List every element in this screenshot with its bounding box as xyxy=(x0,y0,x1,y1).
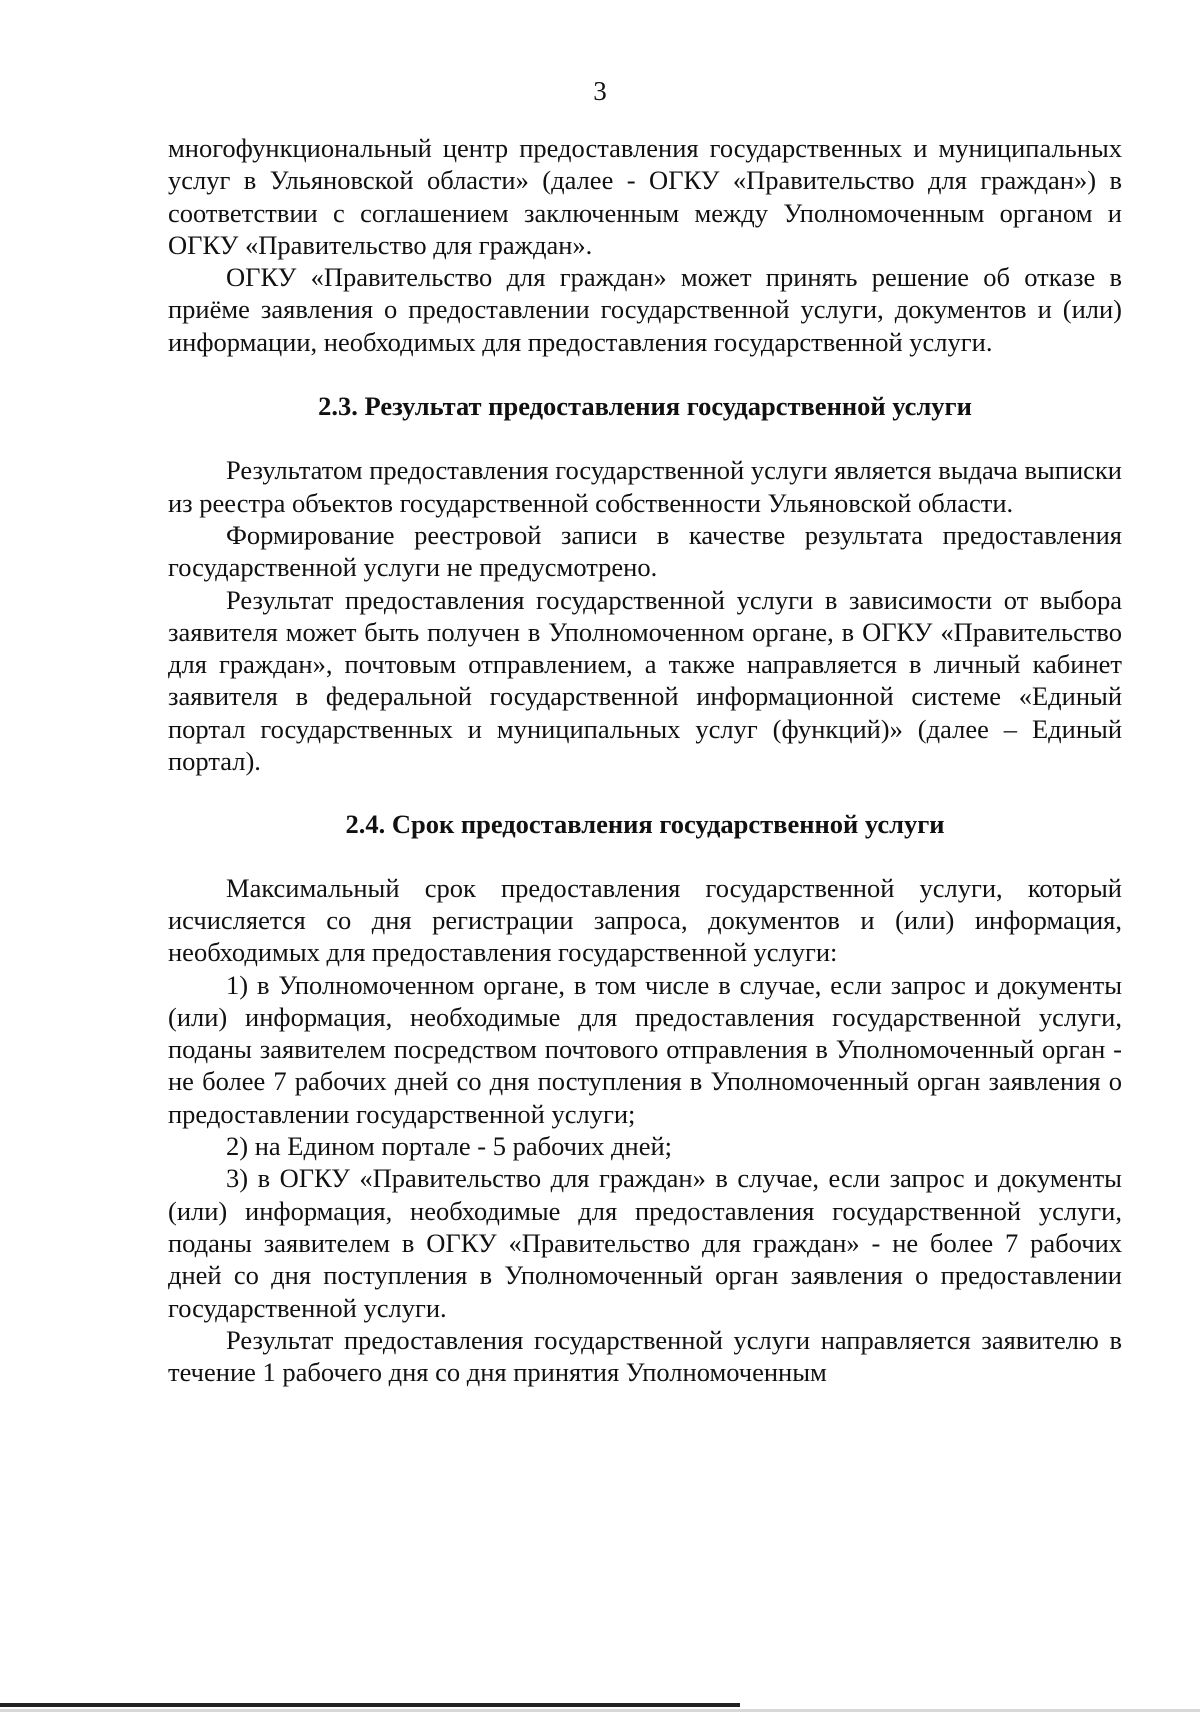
paragraph-registry-record: Формирование реестровой записи в качестве результата предоставления государственной услуги не предусмотрено. xyxy=(168,519,1122,583)
list-item-1: 1) в Уполномоченном органе, в том числе в случае, если запрос и документы (или) информация, необходимые для предоставления государственной услуги, поданы заявителем посредством почтового отправления в Уполномоченный орган - не более 7 рабочих дней со дня поступления в Уполномоченный орган заявления о предоставлении государственной услуги; xyxy=(168,969,1122,1129)
paragraph-mfc-continuation: многофункциональный центр предоставления государственных и муниципальных услуг в Ульяновской области» (далее - ОГКУ «Правительство для граждан») в соответствии с соглашением заключенным между Уполномоченным органом и ОГКУ «Правительство для граждан». xyxy=(168,133,1122,260)
scan-edge-line xyxy=(0,1703,740,1707)
list-item-2: 2) на Едином портале - 5 рабочих дней; xyxy=(226,1131,673,1162)
paragraph-result-sent: Результат предоставления государственной услуги направляется заявителю в течение 1 рабочего дня со дня принятия Уполномоченным xyxy=(168,1324,1122,1388)
document-body xyxy=(168,132,1122,1388)
section-heading-2-4: 2.4. Срок предоставления государственной услуги xyxy=(345,809,945,840)
section-heading-2-3: 2.3. Результат предоставления государственной услуги xyxy=(318,391,972,422)
page-number: 3 xyxy=(593,76,607,106)
paragraph-max-term: Максимальный срок предоставления государственной услуги, который исчисляется со дня регистрации запроса, документов и (или) информация, необходимых для предоставления государственной услуги: xyxy=(168,872,1122,968)
list-item-3: 3) в ОГКУ «Правительство для граждан» в случае, если запрос и документы (или) информация, необходимые для предоставления государственной услуги, поданы заявителем в ОГКУ «Правительство для граждан» - не более 7 рабочих дней со дня поступления в Уполномоченный орган заявления о предоставлении государственной услуги. xyxy=(168,1163,1122,1323)
paragraph-refusal: ОГКУ «Правительство для граждан» может принять решение об отказе в приёме заявления о предоставлении государственной услуги, документов и (или) информации, необходимых для предоставления государственной услуги. xyxy=(168,262,1122,357)
paragraph-result-delivery: Результат предоставления государственной услуги в зависимости от выбора заявителя может быть получен в Уполномоченном органе, в ОГКУ «Правительство для граждан», почтовым отправлением, а также направляется в личный кабинет заявителя в федеральной государственной информационной системе «Единый портал государственных и муниципальных услуг (функций)» (далее – Единый портал). xyxy=(168,584,1122,777)
paragraph-result: Результатом предоставления государственной услуги является выдача выписки из реестра объектов государственной собственности Ульяновской области. xyxy=(168,455,1122,518)
